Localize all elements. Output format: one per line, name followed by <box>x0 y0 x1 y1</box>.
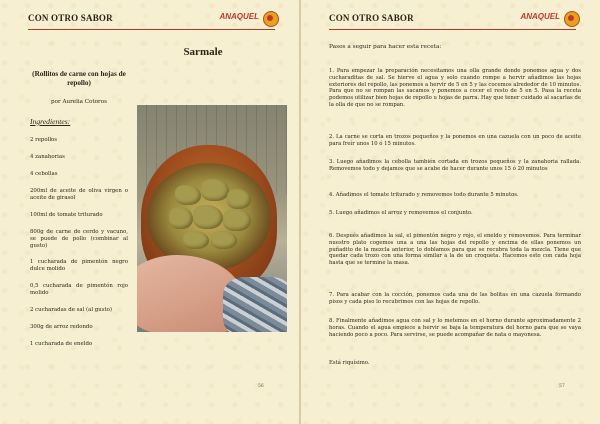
step-paragraph: 5. Luego añadimos el arroz y removemos el conjunto. <box>329 210 473 216</box>
step-paragraph: 6. Después añadimos la sal, el pimentón negro y rojo, el eneldo y removemos. Para terminar nuestro plato cogemos una a una las hojas del repollo y encima de ellas ponemos un puñadito de la mezcla anterior, lo doblamos para que se recubra toda la mezcla. Tiene que quedar cada trozo con una forma similar a la de un croqueta. Hacemos esto con cada hoja hasta que se termine la masa. <box>329 233 581 267</box>
ingredient-item: 300g de arroz redondo <box>30 324 93 330</box>
recipe-subtitle: (Rollitos de carne con hojas de repollo) <box>32 70 126 88</box>
page-number: 57 <box>559 384 565 389</box>
cabbage-roll <box>183 231 209 249</box>
ingredient-item: 4 cebollas <box>30 171 58 177</box>
ingredient-item: 2 cucharadas de sal (al gusto) <box>30 307 113 313</box>
step-paragraph: 2. La carne se corta en trozos pequeños y la ponemos en una cazuela con un poco de aceite para freír unos 10 ó 15 minutos. <box>329 134 581 147</box>
cabbage-roll <box>211 231 237 249</box>
cabbage-roll <box>223 209 251 231</box>
step-paragraph: 1. Para empezar la preparación necesitamos una olla grande donde ponemos agua y dos cucharaditas de sal. Se hierve el agua y solo cuando rompe a hervir añadimos las hojas exteriores del repollo, las ponemos a hervir de 5 en 5 y las cocemos alrededor de 10 minutos. Para que no se rompan las sacamos y ponemos a cocer el resto de 5 en 5. Pasa la receta podemos utilizar bien hojas de repollo u hojas de parra. Hay que tener cuidado al sacarlas de la olla de que no se rompan. <box>329 68 581 108</box>
seal-icon <box>263 11 279 27</box>
ingredients-heading: Ingredientes: <box>30 117 71 126</box>
recipe-photo <box>137 105 287 332</box>
ingredient-item: 100ml de tomate triturado <box>30 212 103 218</box>
ingredient-item: 1 cucharada de pimentón negro dulce molido <box>30 259 128 272</box>
cabbage-roll <box>175 185 201 205</box>
cloth <box>223 277 287 332</box>
section-title: CON OTRO SABOR <box>28 13 113 23</box>
magazine-logo: ANAQUEL <box>520 12 560 21</box>
page-header <box>28 11 283 31</box>
closing-line: Está riquísimo. <box>329 360 370 366</box>
cabbage-roll <box>201 179 229 201</box>
cabbage-roll <box>169 207 193 229</box>
header-rule <box>329 29 576 30</box>
ingredient-item: 0,5 cucharada de pimentón rojo molido <box>30 283 128 296</box>
step-paragraph: 3. Luego añadimos la cebolla también cortada en trozos pequeños y la zanahoria rallada. Removemos todo y dejamos que se acabe de hacer durante unos 15 ó 20 minutos <box>329 159 581 172</box>
cabbage-roll <box>227 189 251 209</box>
magazine-logo: ANAQUEL <box>219 12 259 21</box>
cabbage-roll <box>193 205 223 229</box>
seal-icon <box>564 11 580 27</box>
ingredient-item: 1 cucharada de eneldo <box>30 341 93 347</box>
header-rule <box>28 29 275 30</box>
step-paragraph: 8. Finalmente añadimos agua con sal y lo metemos en el horno durante aproximadamente 2 horas. Cuando el agua empiece a hervir se baja la temperatura del horno para que se vaya haciendo poco a poco. Para servirse, se puede acompañar de nata o mayonesa. <box>329 318 581 338</box>
ingredient-item: 200ml de aceite de oliva virgen o aceite de girasol <box>30 188 128 201</box>
recipe-title: Sarmale <box>183 46 223 58</box>
ingredient-item: 2 repollos <box>30 137 58 143</box>
page-header <box>329 11 584 31</box>
ingredient-item: 800g de carne de cerdo y vacuno, se puede de pollo (combinar al gusto) <box>30 229 128 249</box>
recipe-author: por Aurelia Cotoros <box>51 99 107 105</box>
step-paragraph: 4. Añadimos el tomate triturado y removemos todo durante 5 minutos. <box>329 192 519 198</box>
steps-intro: Pasos a seguir para hacer esta receta: <box>329 44 442 50</box>
left-page <box>0 0 299 424</box>
page-number: 56 <box>258 384 264 389</box>
ingredient-item: 4 zanahorias <box>30 154 65 160</box>
step-paragraph: 7. Para acabar con la cocción, ponemos cada una de las bolitas en una cazuela formando pisos y cada piso lo recubrimos con las hojas de repollo. <box>329 292 581 305</box>
section-title: CON OTRO SABOR <box>329 13 414 23</box>
